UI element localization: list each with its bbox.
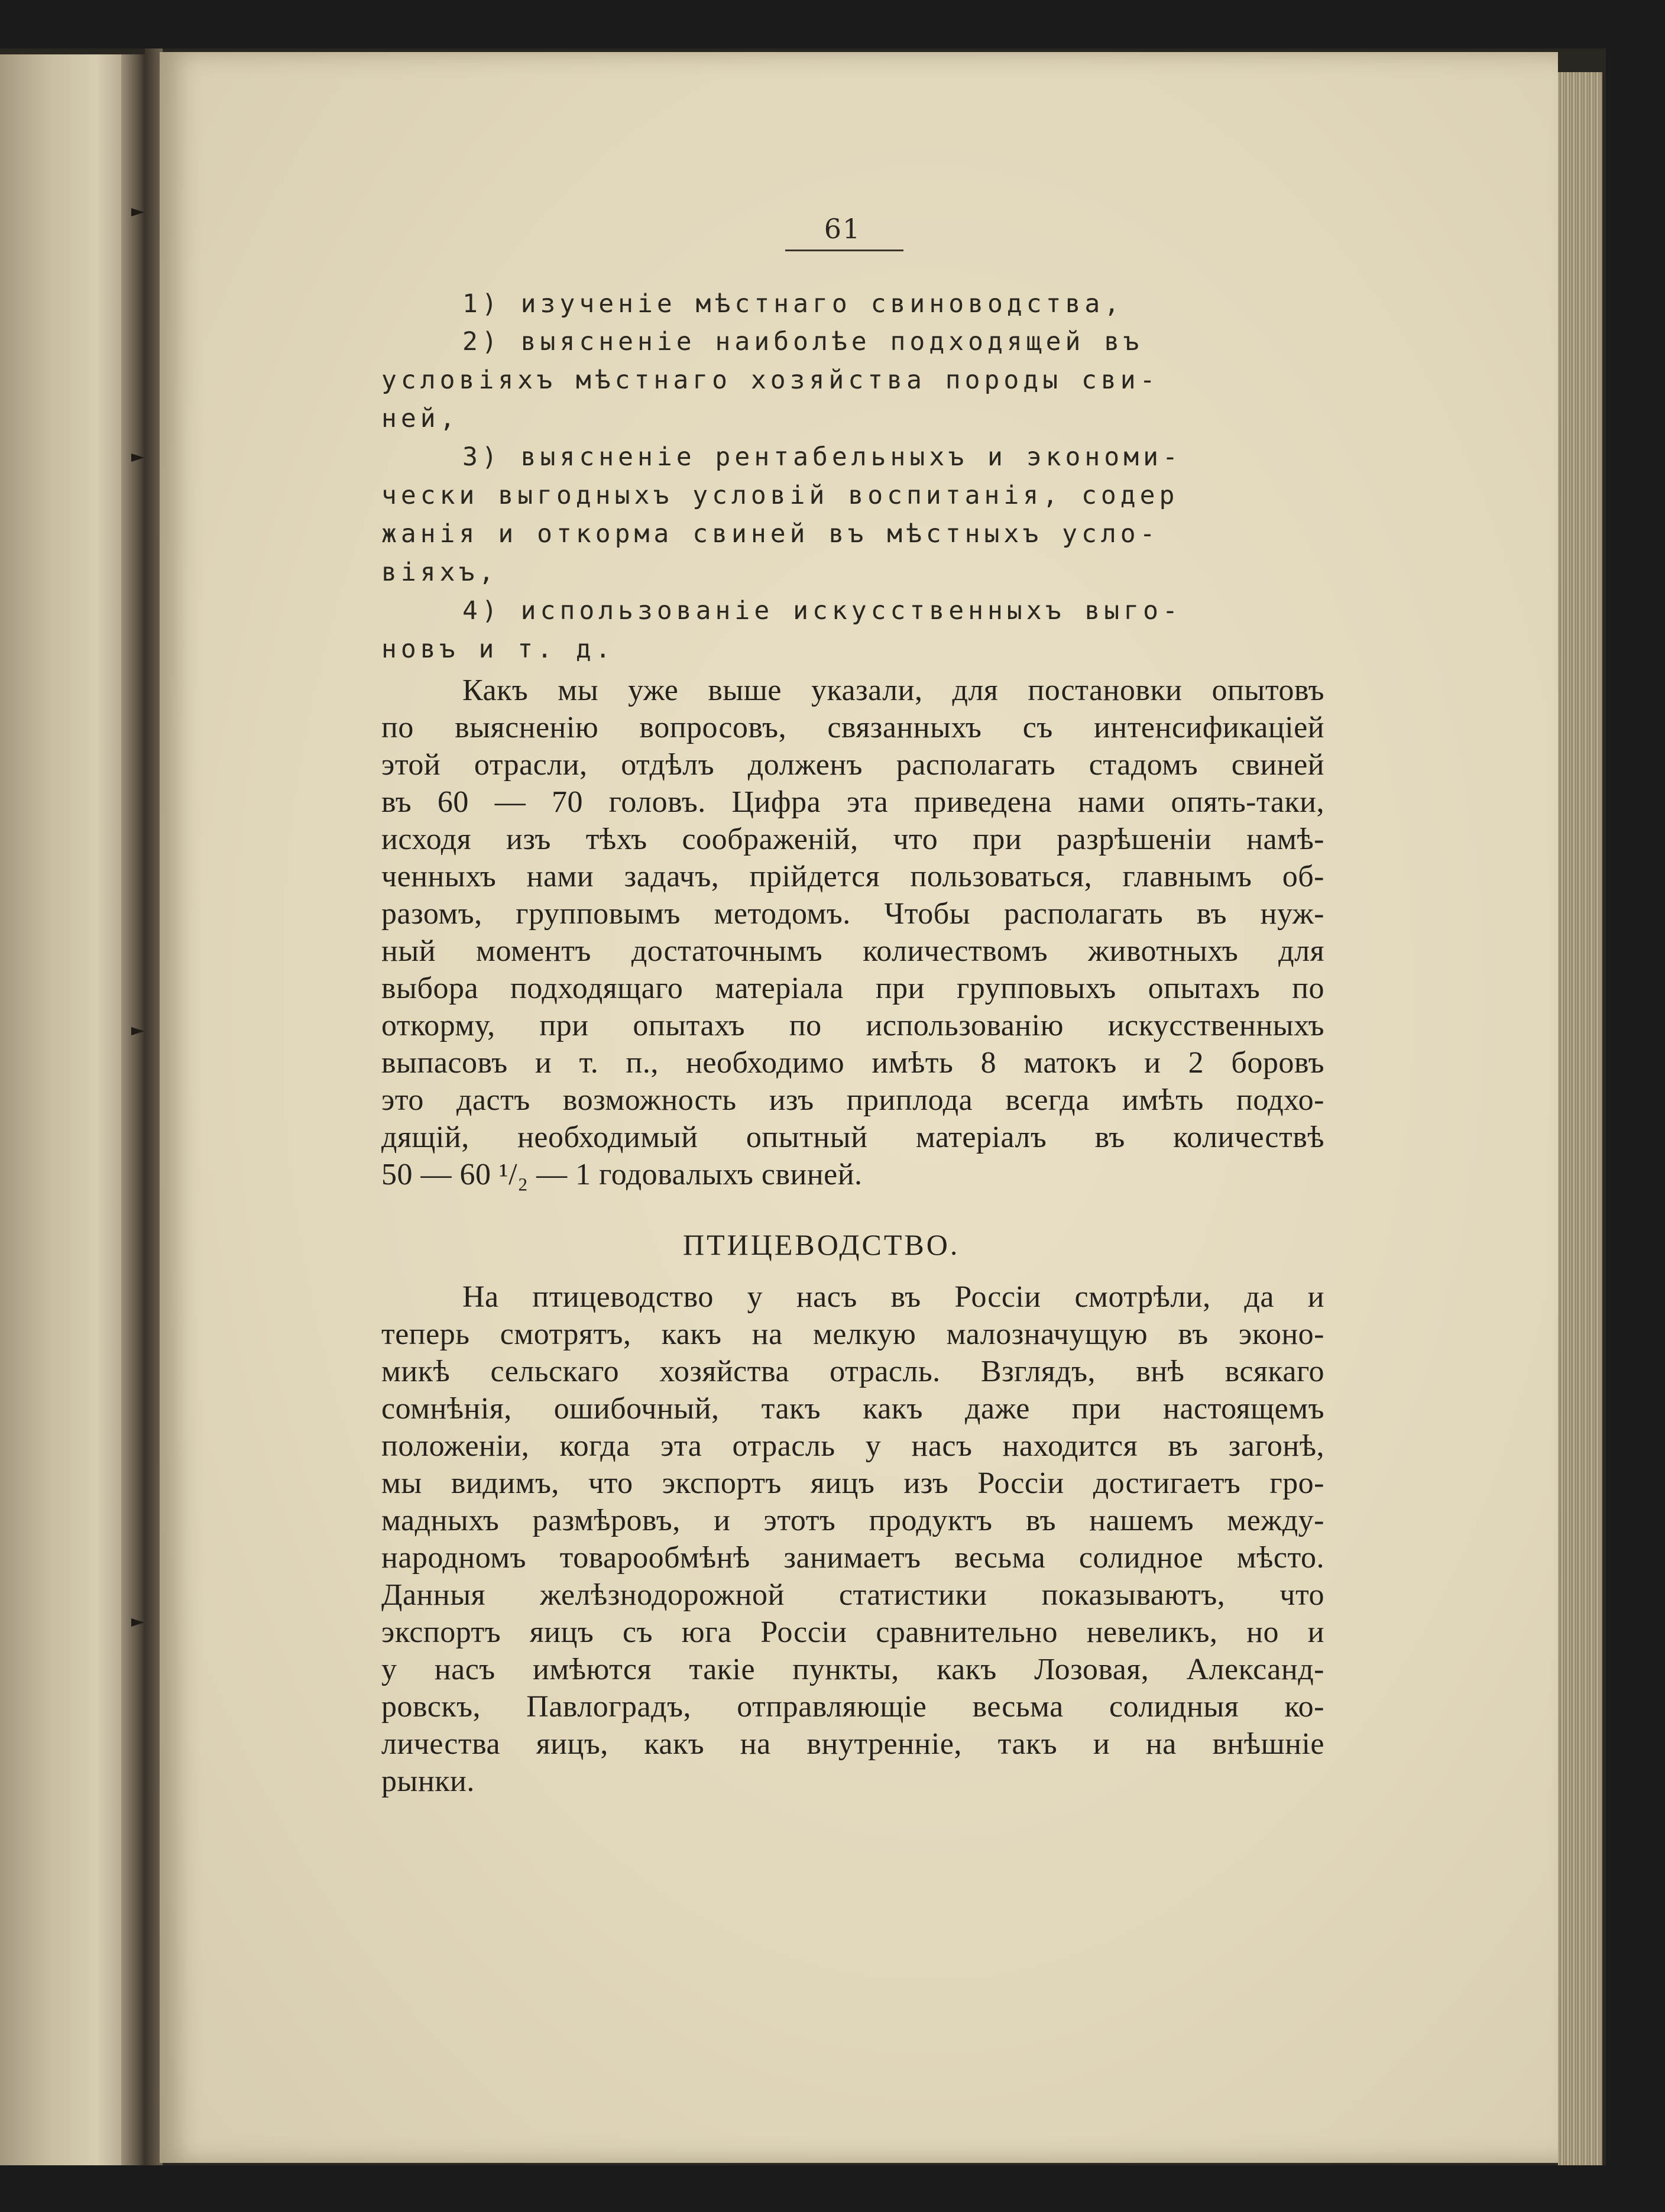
paragraph-line: сомнѣнія, ошибочный, такъ какъ даже при настоящемъ	[381, 1392, 1324, 1426]
list-line: віяхъ,	[381, 558, 498, 587]
list-line: 2) выясненіе наиболѣе подходящей въ	[462, 327, 1144, 357]
page-number: 61	[824, 213, 861, 245]
paragraph-line: дящій, необходимый опытный матеріалъ въ количествѣ	[381, 1120, 1324, 1154]
paragraph-line: ный моментъ достаточнымъ количествомъ животныхъ для	[381, 934, 1324, 968]
paragraph-line: мы видимъ, что экспортъ яицъ изъ Россіи достигаетъ гро-	[381, 1466, 1324, 1500]
paragraph-line: разомъ, групповымъ методомъ. Чтобы располагать въ нуж-	[381, 897, 1324, 931]
list-line: условіяхъ мѣстнаго хозяйства породы сви-	[381, 365, 1159, 395]
page-number-rule	[785, 250, 903, 251]
section-heading: ПТИЦЕВОДСТВО.	[683, 1228, 960, 1261]
paragraph-line: рынки.	[381, 1764, 475, 1798]
list-line: 4) использованіе искусственныхъ выго-	[462, 596, 1182, 626]
paragraph-line: этой отрасли, отдѣлъ долженъ располагать стадомъ свиней	[381, 748, 1324, 782]
paragraph-line: экспортъ яицъ съ юга Россіи сравнительно невеликъ, но и	[381, 1615, 1324, 1649]
paragraph-line: теперь смотрятъ, какъ на мелкую малозначущую въ эконо-	[381, 1317, 1324, 1351]
paragraph-line: личества яицъ, какъ на внутренніе, такъ и на внѣшніе	[381, 1727, 1324, 1761]
paragraph-line: ровскъ, Павлоградъ, отправляющіе весьма солидныя ко-	[381, 1690, 1324, 1724]
list-line: ней,	[381, 404, 459, 433]
paragraph-line: исходя изъ тѣхъ соображеній, что при разрѣшеніи намѣ-	[381, 822, 1324, 856]
list-line: новъ и т. д.	[381, 634, 615, 664]
paragraph-line: народномъ товарообмѣнѣ занимаетъ весьма солидное мѣсто.	[381, 1541, 1324, 1575]
left-page-edge	[0, 54, 121, 2165]
list-line: жанія и откорма свиней въ мѣстныхъ усло-	[381, 519, 1159, 549]
paragraph-line: Какъ мы уже выше указали, для постановки опытовъ	[462, 673, 1324, 707]
left-page-shadow	[121, 54, 145, 2165]
paragraph-line: На птицеводство у насъ въ Россіи смотрѣли, да и	[462, 1280, 1324, 1314]
paragraph-line: это дастъ возможность изъ приплода всегда имѣть подхо-	[381, 1083, 1324, 1117]
paragraph-line: ченныхъ нами задачъ, прійдется пользоваться, главнымъ об-	[381, 860, 1324, 893]
paragraph-line: микѣ сельскаго хозяйства отрасль. Взглядъ, внѣ всякаго	[381, 1355, 1324, 1388]
paragraph-line: у насъ имѣются такіе пункты, какъ Лозовая, Александ-	[381, 1653, 1324, 1686]
paragraph-line: 50 — 60 ¹/₂ — 1 годовалыхъ свиней.	[381, 1158, 863, 1191]
list-line: 1) изученіе мѣстнаго свиноводства,	[462, 289, 1124, 319]
paragraph-line: по выясненію вопросовъ, связанныхъ съ интенсификаціей	[381, 711, 1324, 744]
list-line: чески выгодныхъ условій воспитанія, содер	[381, 481, 1179, 510]
list-line: 3) выясненіе рентабельныхъ и экономи-	[462, 442, 1182, 472]
paragraph-line: откорму, при опытахъ по использованію искусственныхъ	[381, 1009, 1324, 1042]
paragraph-line: мадныхъ размѣровъ, и этотъ продуктъ въ нашемъ между-	[381, 1504, 1324, 1537]
paragraph-line: Данныя желѣзнодорожной статистики показываютъ, что	[381, 1578, 1324, 1612]
paragraph-line: выбора подходящаго матеріала при групповыхъ опытахъ по	[381, 971, 1324, 1005]
paragraph-line: выпасовъ и т. п., необходимо имѣть 8 матокъ и 2 боровъ	[381, 1046, 1324, 1080]
paragraph-line: положеніи, когда эта отрасль у насъ находится въ загонѣ,	[381, 1429, 1324, 1463]
page-stack-edge	[1558, 72, 1602, 2165]
paragraph-line: въ 60 — 70 головъ. Цифра эта приведена нами опять-таки,	[381, 785, 1324, 819]
